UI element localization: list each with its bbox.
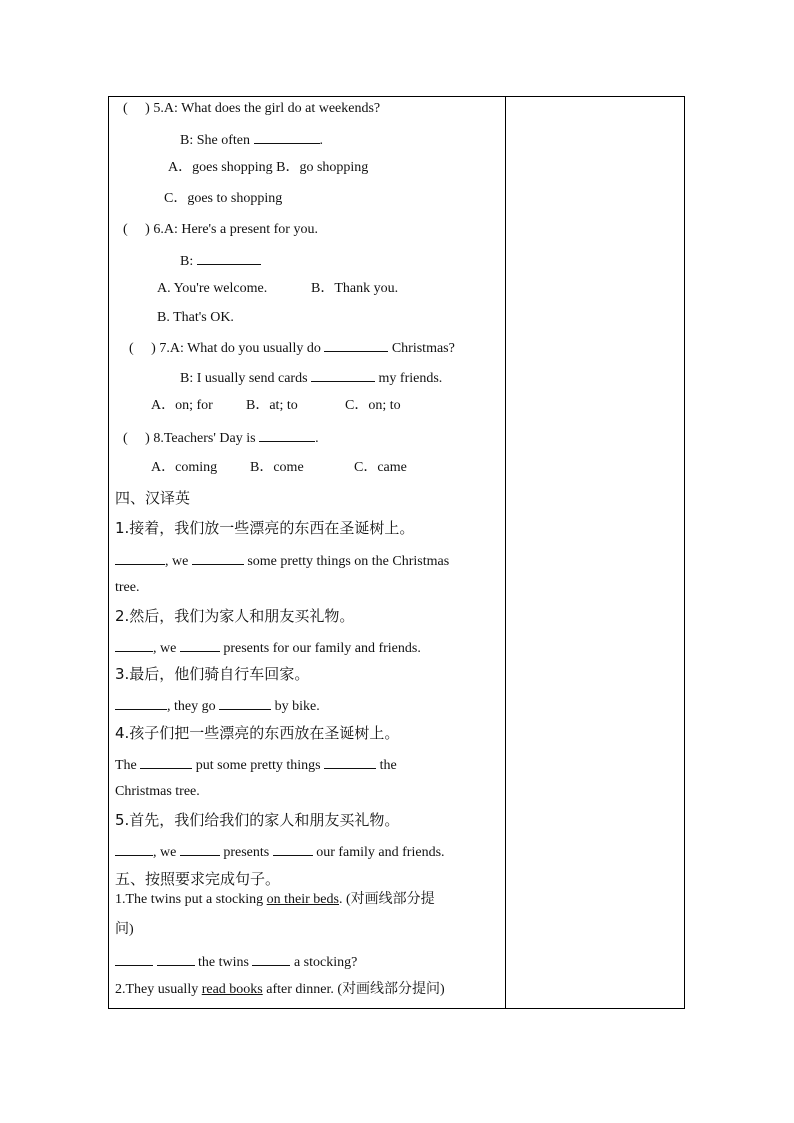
instruction: after dinner. (对画线部分提问) — [262, 982, 445, 997]
section-5-item-1-cont: 问) — [115, 922, 134, 937]
answer-blank[interactable] — [197, 252, 261, 265]
sentence-fragment: our family and friends. — [312, 845, 445, 860]
answer-blank[interactable] — [115, 639, 153, 652]
question-6-response: B: — [180, 254, 197, 269]
answer-blank[interactable] — [115, 953, 153, 966]
question-7-prompt: A: What do you usually do — [169, 341, 325, 356]
question-6-line-b — [180, 252, 261, 270]
question-8-option-a: A．coming — [151, 460, 218, 475]
answer-blank[interactable] — [259, 429, 315, 442]
question-7-line-a — [129, 339, 455, 357]
question-5-line-b — [180, 131, 323, 149]
question-8-prompt: Teachers' Day is — [163, 431, 260, 446]
section-4-item-1-english — [115, 552, 449, 570]
underlined-phrase: on their beds — [266, 892, 339, 907]
worksheet-table — [108, 96, 685, 1009]
question-7-option-c: C．on; to — [345, 398, 401, 413]
question-5-number: ( ) 5. — [123, 101, 164, 116]
answer-blank[interactable] — [324, 339, 388, 352]
sentence-fragment: The — [115, 758, 141, 773]
question-6-option-c: B. That's OK. — [157, 310, 234, 325]
question-8-number: ( ) 8. — [123, 431, 164, 446]
answer-blank[interactable] — [115, 552, 165, 565]
section-5-title: 五、按照要求完成句子。 — [115, 870, 281, 888]
answer-blank[interactable] — [254, 131, 320, 144]
sentence-fragment: a stocking? — [290, 955, 358, 970]
answer-blank[interactable] — [180, 639, 220, 652]
sentence-fragment: the — [376, 758, 397, 773]
question-5-prompt: A: What does the girl do at weekends? — [163, 101, 381, 116]
answer-blank[interactable] — [157, 953, 195, 966]
section-5-item-1 — [115, 892, 435, 908]
instruction: . (对画线部分提 — [338, 892, 435, 907]
question-8-option-c: C．came — [354, 460, 407, 475]
question-7-line-b — [180, 369, 442, 387]
question-5-options-ab: A．goes shopping B．go shopping — [168, 160, 369, 175]
section-4-title: 四、汉译英 — [115, 489, 191, 507]
question-7-option-b: B．at; to — [246, 398, 298, 413]
answer-blank[interactable] — [115, 843, 153, 856]
question-8-line-a — [123, 429, 319, 447]
section-4-item-3-chinese: 3.最后，他们骑自行车回家。 — [115, 665, 310, 683]
sentence-fragment: put some pretty things — [192, 758, 325, 773]
question-6-option-b: B．Thank you. — [311, 281, 399, 296]
section-4-item-3-english — [115, 697, 320, 715]
answer-blank[interactable] — [115, 697, 167, 710]
section-4-item-2-chinese: 2.然后，我们为家人和朋友买礼物。 — [115, 607, 355, 625]
section-4-item-1-chinese: 1.接着，我们放一些漂亮的东西在圣诞树上。 — [115, 519, 415, 537]
question-7-option-a: A．on; for — [151, 398, 213, 413]
section-4-item-4-english — [115, 756, 397, 774]
sentence-fragment: , they go — [167, 699, 220, 714]
sentence-fragment: 1.The twins put a stocking — [115, 892, 267, 907]
underlined-phrase: read books — [201, 982, 263, 997]
sentence-fragment: , we — [153, 845, 180, 860]
section-4-item-2-english — [115, 639, 421, 657]
sentence-fragment: , we — [153, 641, 180, 656]
answer-blank[interactable] — [140, 756, 192, 769]
section-4-item-5-chinese: 5.首先，我们给我们的家人和朋友买礼物。 — [115, 811, 400, 829]
question-6-option-a: A. You're welcome. — [157, 281, 268, 296]
section-4-item-1-english-cont: tree. — [115, 580, 140, 595]
question-7-prompt-end: Christmas? — [388, 341, 455, 356]
sentence-fragment: some pretty things on the Christmas — [243, 554, 450, 569]
question-6-prompt: A: Here's a present for you. — [163, 222, 318, 237]
question-7-response-end: my friends. — [375, 371, 443, 386]
column-divider — [505, 97, 506, 1008]
sentence-fragment: presents for our family and friends. — [219, 641, 421, 656]
answer-blank[interactable] — [273, 843, 313, 856]
answer-blank[interactable] — [219, 697, 271, 710]
sentence-fragment: 2.They usually — [115, 982, 202, 997]
answer-blank[interactable] — [180, 843, 220, 856]
section-4-item-4-chinese: 4.孩子们把一些漂亮的东西放在圣诞树上。 — [115, 724, 400, 742]
sentence-fragment: by bike. — [271, 699, 320, 714]
answer-blank[interactable] — [192, 552, 244, 565]
section-5-item-2 — [115, 982, 445, 998]
section-5-item-1-answer — [115, 953, 357, 971]
question-5-line-a — [123, 101, 380, 117]
question-6-line-a — [123, 222, 318, 238]
answer-blank[interactable] — [311, 369, 375, 382]
sentence-fragment: , we — [165, 554, 192, 569]
section-4-item-4-english-cont: Christmas tree. — [115, 784, 200, 799]
punctuation: . — [319, 133, 323, 148]
sentence-fragment: presents — [219, 845, 273, 860]
section-4-item-5-english — [115, 843, 445, 861]
question-8-option-b: B．come — [250, 460, 304, 475]
question-5-response: B: She often — [180, 133, 254, 148]
question-7-response: B: I usually send cards — [180, 371, 312, 386]
punctuation: . — [315, 431, 319, 446]
question-7-number: ( ) 7. — [129, 341, 170, 356]
question-5-option-c: C．goes to shopping — [164, 191, 283, 206]
answer-blank[interactable] — [324, 756, 376, 769]
answer-blank[interactable] — [252, 953, 290, 966]
sentence-fragment: the twins — [194, 955, 253, 970]
question-6-number: ( ) 6. — [123, 222, 164, 237]
